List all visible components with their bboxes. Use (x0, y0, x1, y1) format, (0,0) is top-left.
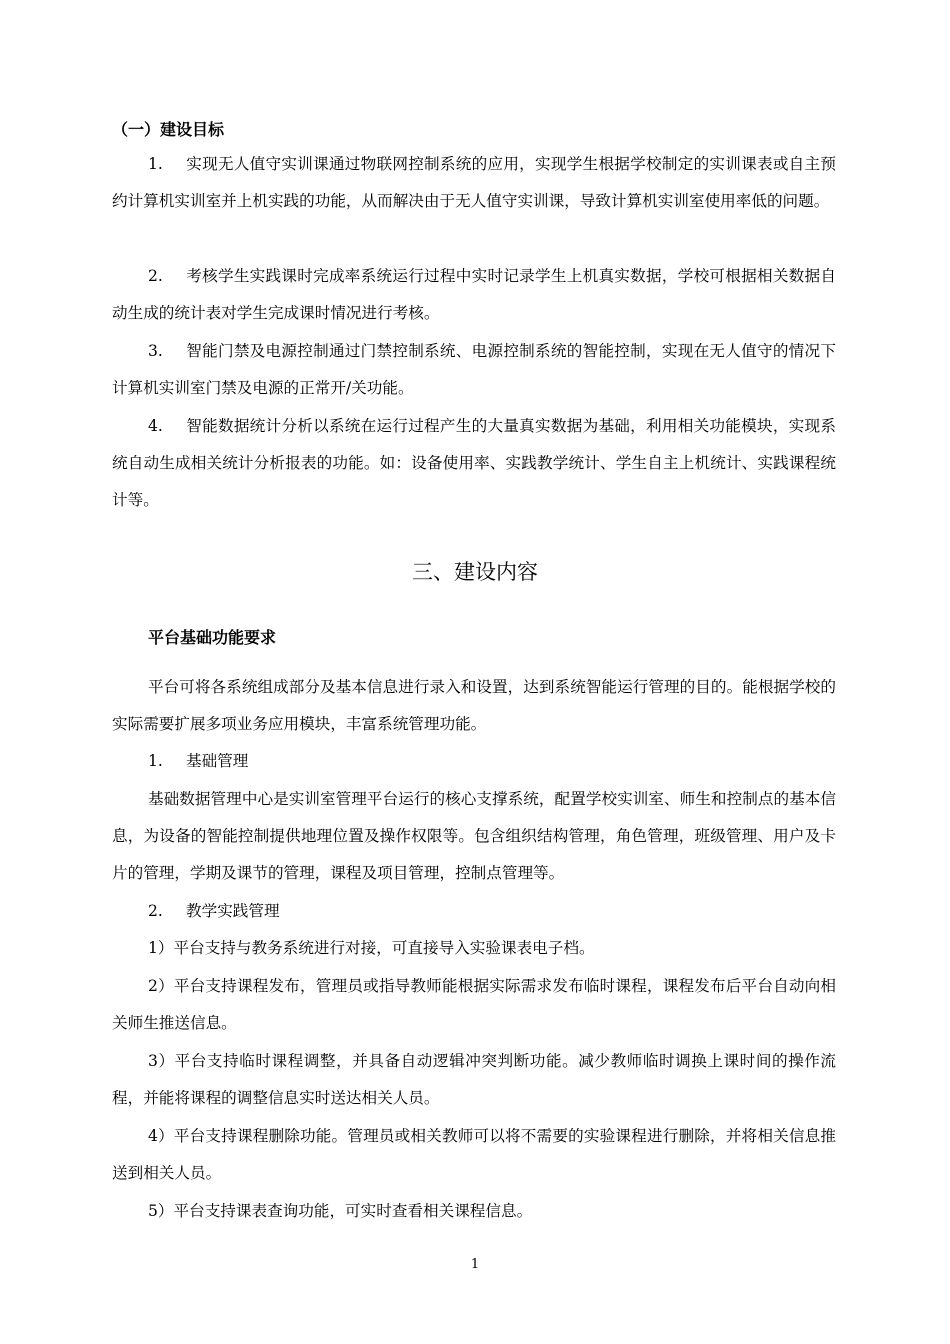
teaching-item-1: 1）平台支持与教务系统进行对接，可直接导入实验课表电子档。 (148, 939, 595, 957)
goal-item-number: 2. (148, 267, 163, 285)
basic-title: 基础管理 (186, 752, 249, 770)
goal-item-number: 3. (148, 342, 163, 360)
goal-item-text: 智能门禁及电源控制通过门禁控制系统、电源控制系统的智能控制，实现在无人值守的情况下计算机实训室门禁及电源的正常开/关功能。 (112, 342, 836, 397)
teaching-item-2: 2）平台支持课程发布，管理员或指导教师能根据实际需求发布临时课程，课程发布后平台自动向相关师生推送信息。 (112, 977, 836, 1032)
teaching-item-3: 3）平台支持临时课程调整，并具备自动逻辑冲突判断功能。减少教师临时调换上课时间的操作流程，并能将课程的调整信息实时送达相关人员。 (112, 1052, 836, 1107)
goal-item-2 (112, 258, 836, 332)
teaching-item-5: 5）平台支持课表查询功能，可实时查看相关课程信息。 (148, 1202, 533, 1220)
platform-intro: 平台可将各系统组成部分及基本信息进行录入和设置，达到系统智能运行管理的目的。能根据学校的实际需要扩展多项业务应用模块，丰富系统管理功能。 (112, 678, 836, 733)
basic-number: 1. (148, 752, 163, 770)
basic-management-heading (112, 743, 836, 780)
goal-item-number: 4. (148, 417, 163, 435)
teaching-title: 教学实践管理 (186, 902, 280, 920)
teaching-item-4: 4）平台支持课程删除功能。管理员或相关教师可以将不需要的实验课程进行删除，并将相关信息推送到相关人员。 (112, 1127, 836, 1182)
page-number: 1 (470, 1257, 480, 1272)
section-heading-goals: （一）建设目标 (112, 120, 225, 139)
teaching-management-heading (112, 893, 836, 930)
goal-item-1 (112, 146, 836, 220)
goal-item-4 (112, 408, 836, 519)
teaching-number: 2. (148, 902, 163, 920)
goal-item-number: 1. (148, 155, 163, 173)
basic-management-text: 基础数据管理中心是实训室管理平台运行的核心支撑系统，配置学校实训室、师生和控制点的基本信息，为设备的智能控制提供地理位置及操作权限等。包含组织结构管理，角色管理，班级管理、用户及卡片的管理，学期及课节的管理，课程及项目管理，控制点管理等。 (112, 790, 836, 882)
platform-heading: 平台基础功能要求 (148, 628, 277, 647)
chapter-title: 三、建设内容 (412, 560, 538, 584)
goal-item-text: 考核学生实践课时完成率系统运行过程中实时记录学生上机真实数据，学校可根据相关数据自动生成的统计表对学生完成课时情况进行考核。 (112, 267, 836, 322)
goal-item-text: 智能数据统计分析以系统在运行过程产生的大量真实数据为基础，利用相关功能模块，实现系统自动生成相关统计分析报表的功能。如：设备使用率、实践教学统计、学生自主上机统计、实践课程统计等。 (112, 417, 836, 509)
goal-item-text: 实现无人值守实训课通过物联网控制系统的应用，实现学生根据学校制定的实训课表或自主预约计算机实训室并上机实践的功能，从而解决由于无人值守实训课，导致计算机实训室使用率低的问题。 (112, 155, 836, 210)
goal-item-3 (112, 333, 836, 407)
